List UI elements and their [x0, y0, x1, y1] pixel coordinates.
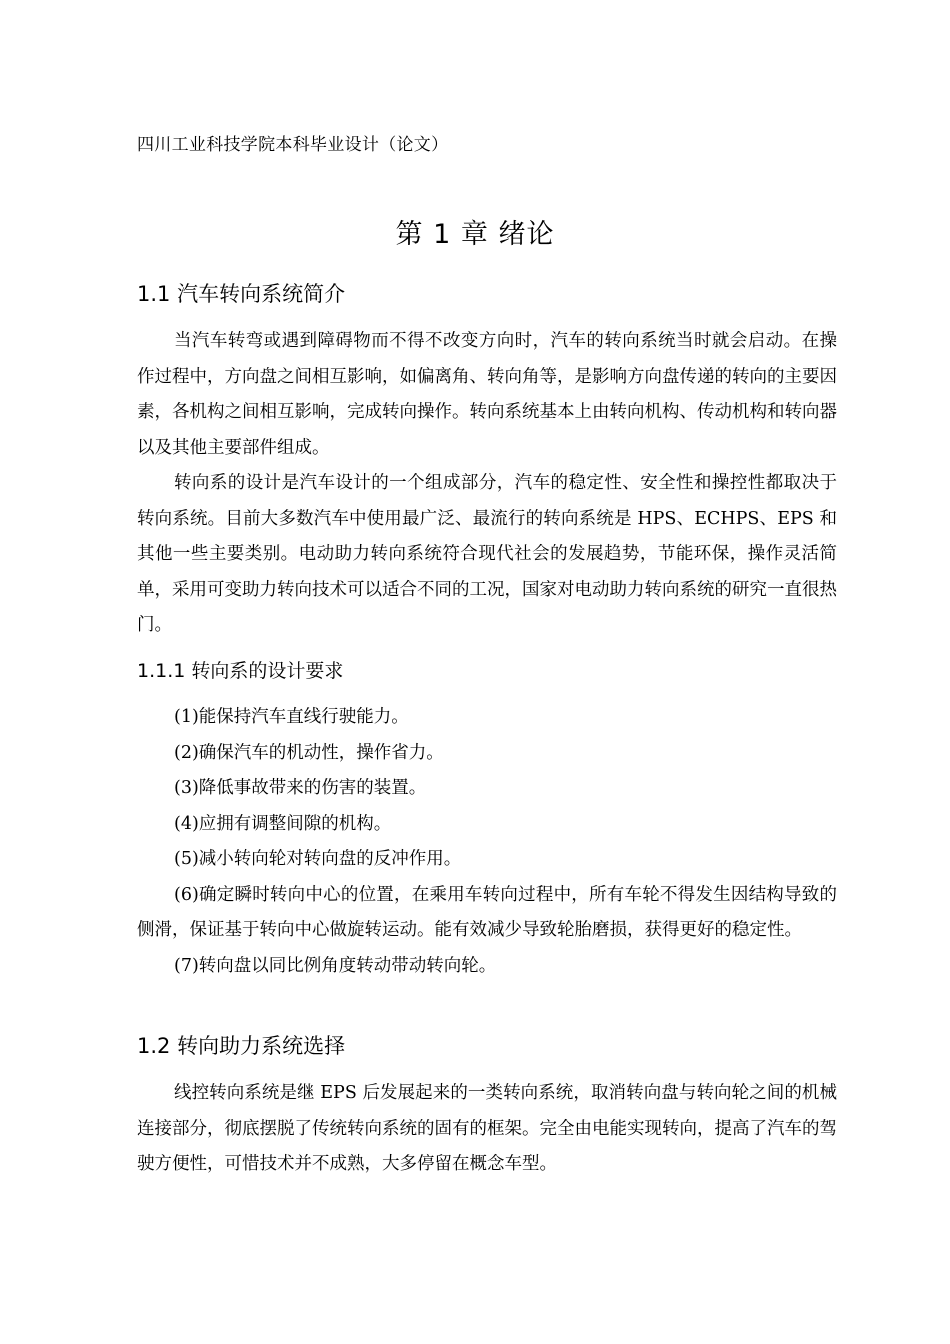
- list-item: (7)转向盘以同比例角度转动带动转向轮。: [174, 955, 497, 976]
- list-item: (1)能保持汽车直线行驶能力。: [174, 707, 409, 727]
- paragraph-1-1-design: 转向系的设计是汽车设计的一个组成部分，汽车的稳定性、安全性和操控性都取决于转向系统。目前大多数汽车中使用最广泛、最流行的转向系统是 HPS、ECHPS、EPS 和其他一些主要类别。电动助力转向系统符合现代社会的发展趋势，节能环保，操作灵活简单，采用可变助力转向技术可以适合不同的工况，国家对电动助力转向系统的研究一直很热门。: [137, 473, 837, 635]
- list-item: (6)确定瞬时转向中心的位置，在乘用车转向过程中，所有车轮不得发生因结构导致的侧滑，保证基于转向中心做旋转运动。能有效减少导致轮胎磨损，获得更好的稳定性。: [137, 884, 837, 940]
- list-item: (5)减小转向轮对转向盘的反冲作用。: [174, 849, 462, 869]
- running-header: 四川工业科技学院本科毕业设计（论文）: [137, 135, 449, 155]
- list-item: (4)应拥有调整间隙的机构。: [174, 813, 392, 834]
- paragraph-1-2-steer-by-wire: 线控转向系统是继 EPS 后发展起来的一类转向系统，取消转向盘与转向轮之间的机械连接部分，彻底摆脱了传统转向系统的固有的框架。完全由电能实现转向，提高了汽车的驾驶方便性，可惜技术并不成熟，大多停留在概念车型。: [137, 1083, 837, 1174]
- section-heading-1-1: 1.1 汽车转向系统简介: [137, 282, 346, 306]
- paragraph-1-1-intro: 当汽车转弯或遇到障碍物而不得不改变方向时，汽车的转向系统当时就会启动。在操作过程中，方向盘之间相互影响，如偏离角、转向角等，是影响方向盘传递的转向的主要因素，各机构之间相互影响，完成转向操作。转向系统基本上由转向机构、传动机构和转向器以及其他主要部件组成。: [137, 331, 837, 458]
- section-heading-1-1-1: 1.1.1 转向系的设计要求: [137, 660, 344, 682]
- list-item: (2)确保汽车的机动性，操作省力。: [174, 742, 444, 763]
- requirements-list: [137, 700, 837, 984]
- list-item: (3)降低事故带来的伤害的装置。: [174, 778, 427, 798]
- chapter-title: 第 1 章 绪论: [395, 219, 555, 250]
- section-heading-1-2: 1.2 转向助力系统选择: [137, 1034, 346, 1058]
